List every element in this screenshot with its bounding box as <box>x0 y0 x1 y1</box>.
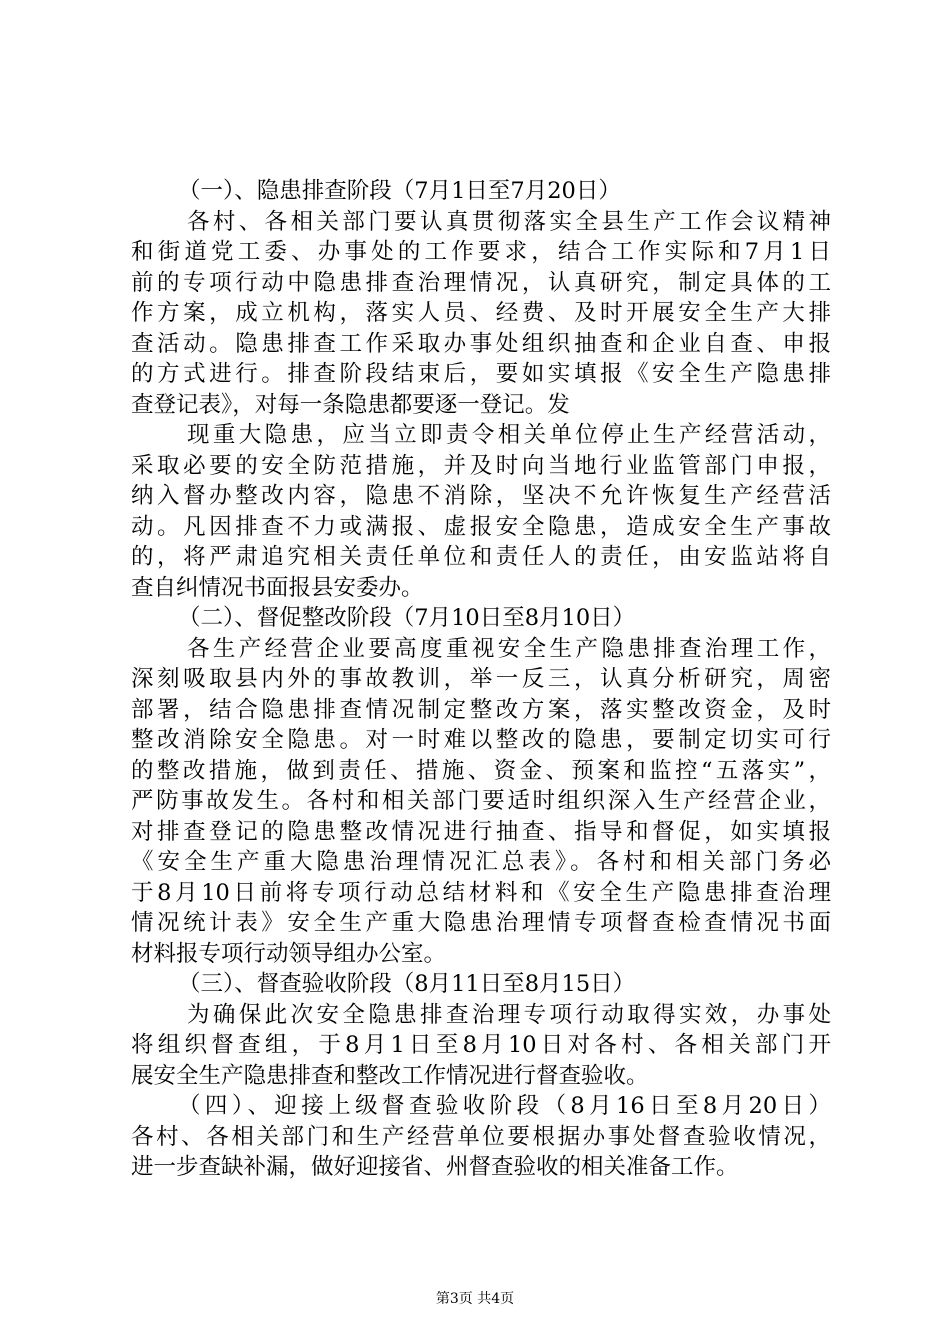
text-line: 材料报专项行动领导组办公室。 <box>131 940 447 967</box>
text-line: 前的专项行动中隐患排查治理情况，认真研究，制定具体的工 <box>131 269 831 296</box>
text-line: 部署，结合隐患排查情况制定整改方案，落实整改资金，及时 <box>131 696 831 723</box>
text-line: 作方案，成立机构，落实人员、经费、及时开展安全生产大排 <box>131 300 831 326</box>
text-line: 采取必要的安全防范措施，并及时向当地行业监管部门申报， <box>131 452 831 479</box>
text-line: 《安全生产重大隐患治理情况汇总表》。各村和相关部门务必 <box>131 849 831 875</box>
text-line: 查登记表》，对每一条隐患都要逐一登记。发 <box>131 391 570 418</box>
text-line: 现重大隐患，应当立即责令相关单位停止生产经营活动， <box>187 422 831 448</box>
text-line: 的方式进行。排查阶段结束后，要如实填报《安全生产隐患排 <box>131 361 831 387</box>
text-line: （四）、迎接上级督查验收阶段（8月16日至8月20日） <box>178 1093 831 1119</box>
text-line: 各生产经营企业要高度重视安全生产隐患排查治理工作， <box>187 635 831 662</box>
text-line: 将组织督查组，于8月1日至8月10日对各村、各相关部门开 <box>131 1032 831 1058</box>
text-line: 查活动。隐患排查工作采取办事处组织抽查和企业自查、申报 <box>131 330 831 357</box>
text-line: 各村、各相关部门要认真贯彻落实全县生产工作会议精神 <box>187 208 831 235</box>
text-line: 纳入督办整改内容，隐患不消除，坚决不允许恢复生产经营活 <box>131 483 831 509</box>
text-line: （一）、隐患排查阶段（7月1日至7月20日） <box>178 178 621 204</box>
text-line: 深刻吸取县内外的事故教训，举一反三，认真分析研究，周密 <box>131 666 831 692</box>
page-footer: 第3页 共4页 <box>435 1291 515 1307</box>
text-line: 为确保此次安全隐患排查治理专项行动取得实效，办事处 <box>187 1001 831 1028</box>
document-body <box>131 176 831 1183</box>
text-line: 的整改措施，做到责任、措施、资金、预案和监控“五落实”， <box>131 757 831 784</box>
text-line: 整改消除安全隐患。对一时难以整改的隐患，要制定切实可行 <box>131 727 831 753</box>
text-line: （二）、督促整改阶段（7月10日至8月10日） <box>178 605 636 631</box>
text-line: 各村、各相关部门和生产经营单位要根据办事处督查验收情况， <box>131 1123 831 1150</box>
text-line: 查自纠情况书面报县安委办。 <box>131 574 424 601</box>
text-line: 情况统计表》安全生产重大隐患治理情专项督查检查情况书面 <box>131 910 831 936</box>
text-line: 于8月10日前将专项行动总结材料和《安全生产隐患排查治理 <box>131 879 831 906</box>
text-line: 动。凡因排查不力或满报、虚报安全隐患，造成安全生产事故 <box>131 513 831 540</box>
text-line: （三）、督查验收阶段（8月11日至8月15日） <box>178 971 636 997</box>
text-line: 对排查登记的隐患整改情况进行抽查、指导和督促，如实填报 <box>131 818 831 845</box>
text-line: 的，将严肃追究相关责任单位和责任人的责任，由安监站将自 <box>131 544 831 570</box>
text-line: 严防事故发生。各村和相关部门要适时组织深入生产经营企业， <box>131 788 831 814</box>
text-line: 进一步查缺补漏，做好迎接省、州督查验收的相关准备工作。 <box>131 1154 739 1180</box>
text-line: 和街道党工委、办事处的工作要求，结合工作实际和7月1日 <box>131 239 831 265</box>
text-line: 展安全生产隐患排查和整改工作情况进行督查验收。 <box>131 1062 649 1089</box>
